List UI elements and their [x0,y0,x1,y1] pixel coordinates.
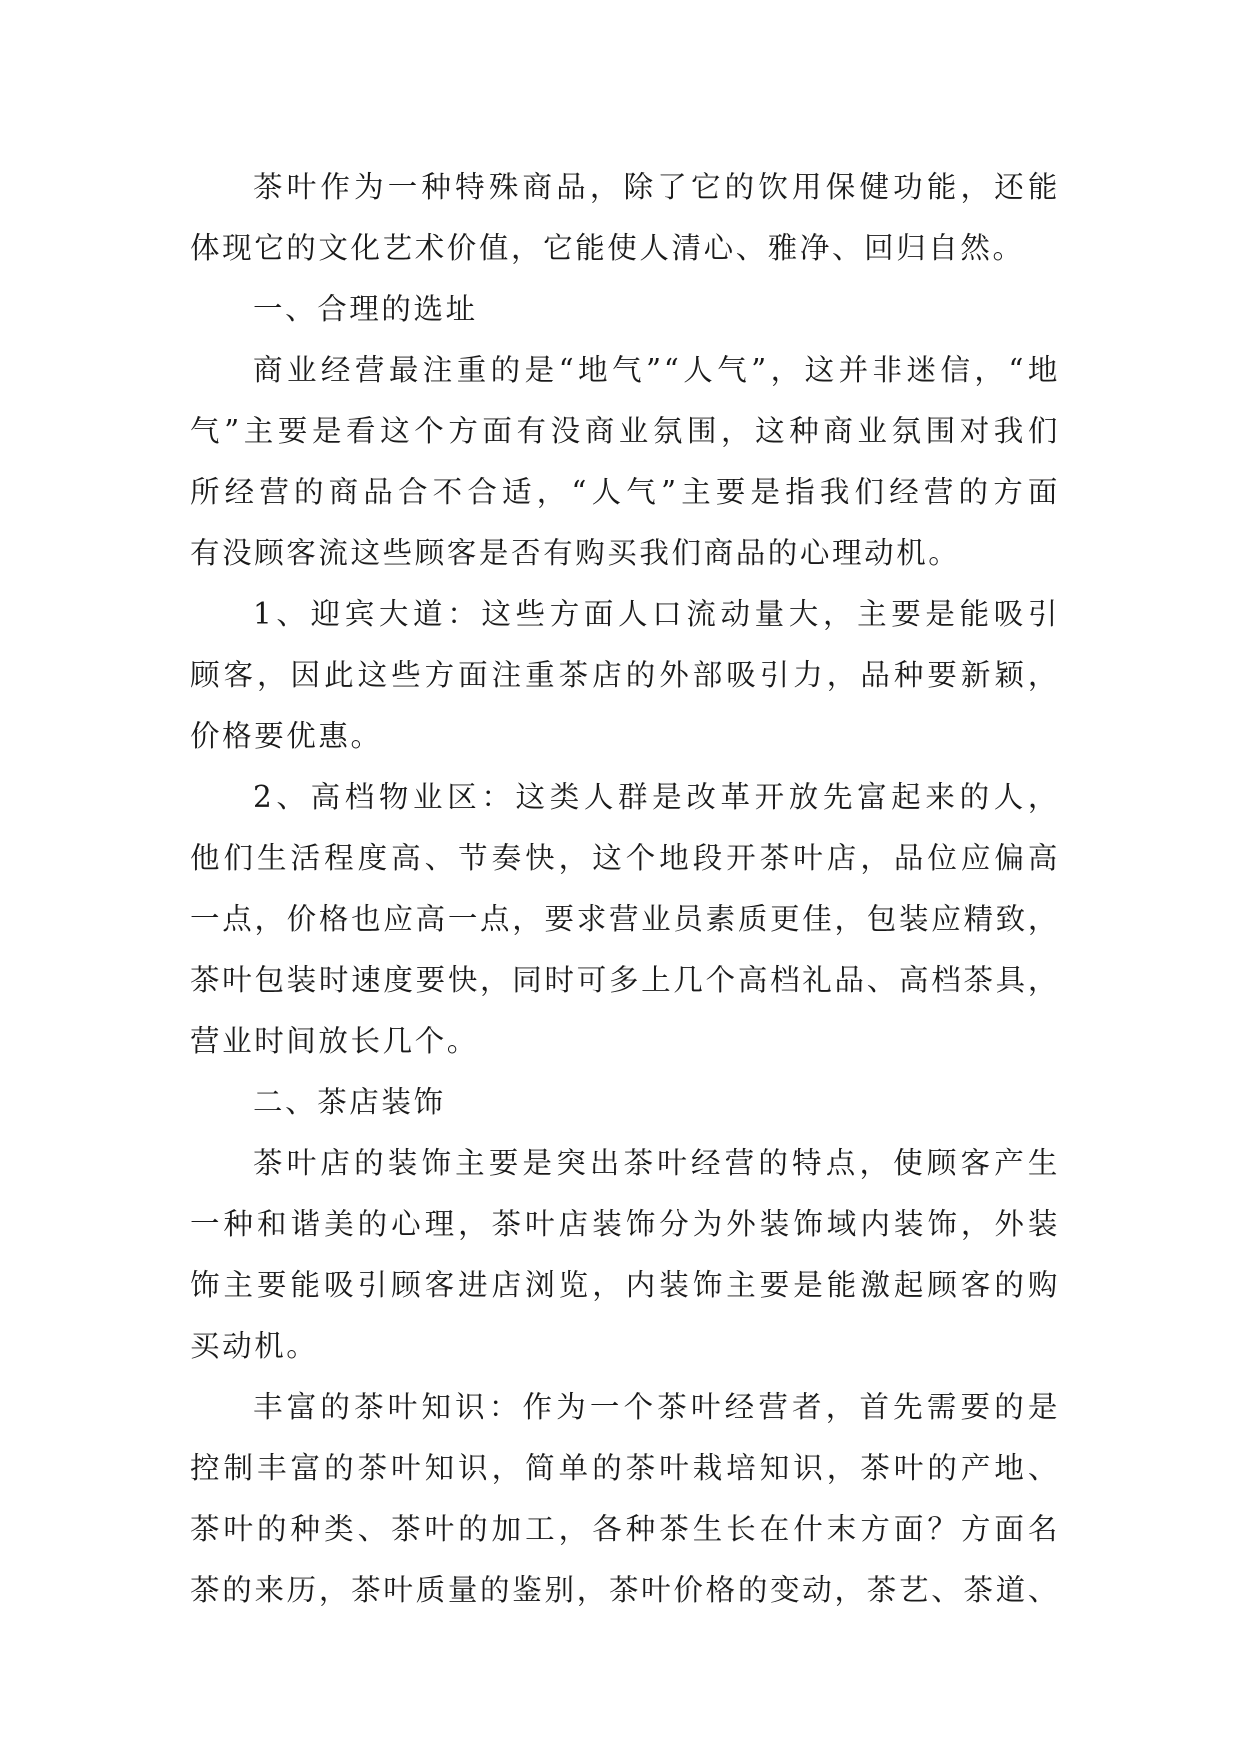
text-line: 价格要优惠。 [190,719,383,753]
text-line: 气”主要是看这个方面有没商业氛围，这种商业氛围对我们 [190,414,1060,448]
text-line: 营业时间放长几个。 [190,1024,479,1058]
text-line: 他们生活程度高、节奏快，这个地段开茶叶店，品位应偏高 [190,841,1060,875]
text-line: 一、合理的选址 [253,292,478,326]
text-line: 饰主要能吸引顾客进店浏览，内装饰主要是能激起顾客的购 [190,1268,1060,1302]
text-line: 所经营的商品合不合适，“人气”主要是指我们经营的方面 [190,475,1060,509]
text-line: 控制丰富的茶叶知识，简单的茶叶栽培知识，茶叶的产地、 [190,1451,1060,1485]
text-line: 茶的来历，茶叶质量的鉴别，茶叶价格的变动，茶艺、茶道、 [190,1573,1060,1607]
text-line: 二、茶店装饰 [253,1085,446,1119]
text-line: 2、高档物业区：这类人群是改革开放先富起来的人， [253,780,1060,814]
text-line: 丰富的茶叶知识：作为一个茶叶经营者，首先需要的是 [253,1390,1060,1424]
text-line: 茶叶店的装饰主要是突出茶叶经营的特点，使顾客产生 [253,1146,1060,1180]
text-line: 茶叶包装时速度要快，同时可多上几个高档礼品、高档茶具， [190,963,1060,997]
text-line: 买动机。 [190,1329,319,1363]
text-line: 一种和谐美的心理，茶叶店装饰分为外装饰域内装饰，外装 [190,1207,1060,1241]
text-line: 茶叶作为一种特殊商品，除了它的饮用保健功能，还能 [253,170,1060,204]
document-body [190,157,1060,1621]
text-line: 1、迎宾大道：这些方面人口流动量大，主要是能吸引 [253,597,1060,631]
text-line: 商业经营最注重的是“地气”“人气”，这并非迷信，“地 [253,353,1060,387]
text-line: 一点，价格也应高一点，要求营业员素质更佳，包装应精致， [190,902,1060,936]
text-line: 茶叶的种类、茶叶的加工，各种茶生长在什末方面？方面名 [190,1512,1060,1546]
text-line: 体现它的文化艺术价值，它能使人清心、雅净、回归自然。 [190,231,1025,265]
text-line: 顾客，因此这些方面注重茶店的外部吸引力，品种要新颖， [190,658,1060,692]
text-line: 有没顾客流这些顾客是否有购买我们商品的心理动机。 [190,536,961,570]
